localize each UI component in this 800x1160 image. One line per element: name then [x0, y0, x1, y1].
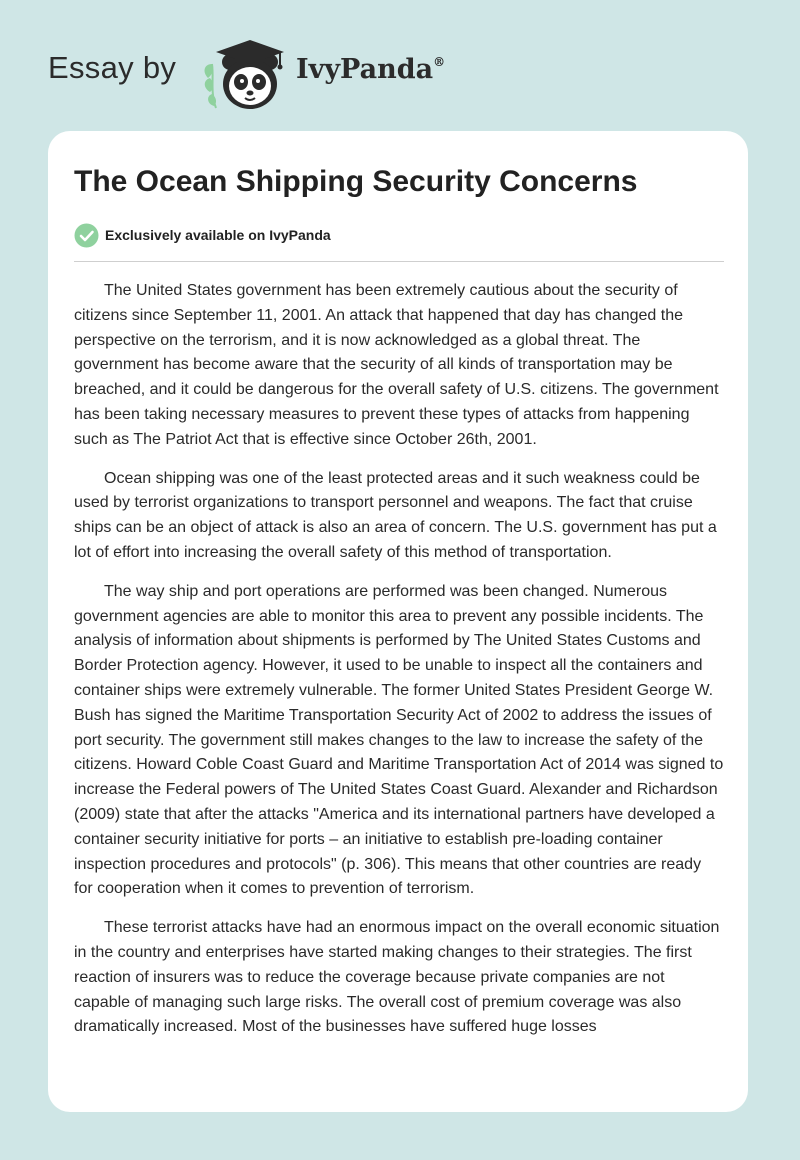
essay-body — [74, 279, 724, 1054]
registered-mark: ® — [433, 55, 446, 69]
divider — [74, 261, 724, 262]
check-circle-icon — [74, 223, 99, 248]
paragraph: The way ship and port operations are performed was been changed. Numerous government agencies are able to monitor this area to prevent any possible incidents. The analysis of information about shipments is performed by The United States Customs and Border Protection agency. However, it used to be unable to inspect all the containers and container ships were extremely vulnerable. The former United States President George W. Bush has signed the Maritime Transportation Security Act of 2002 to address the issues of port security. The government still makes changes to the law to increase the safety of the citizens. Howard Coble Coast Guard and Maritime Transportation Act of 2014 was signed to increase the Federal powers of The United States Coast Guard. Alexander and Richardson (2009) state that after the attacks "America and its international partners have developed a container security initiative for ports – an initiative to establish pre-loading container inspection procedures and protocols" (p. 306). This means that other countries are ready for cooperation when it comes to prevention of terrorism. — [74, 582, 724, 898]
paragraph: The United States government has been extremely cautious about the security of citizens since September 11, 2001. An attack that happened that day has changed the perspective on the terrorism, and it is now acknowledged as a global threat. The government has become aware that the security of all kinds of transportation may be breached, and it could be dangerous for the overall safety of U.S. citizens. The government has been taking necessary measures to prevent these types of attacks from happening such as The Patriot Act that is effective since October 26th, 2001. — [74, 282, 719, 448]
exclusive-badge-label: Exclusively available on IvyPanda — [105, 227, 331, 243]
ivypanda-logo-icon[interactable] — [200, 34, 292, 114]
paragraph: These terrorist attacks have had an enormous impact on the overall economic situation in the country and enterprises have started making changes to their strategies. The first reaction of insurers was to reduce the coverage because private companies are not capable of managing such large risks. The overall cost of premium coverage was also dramatically increased. Most of the businesses have suffered huge losses — [74, 919, 720, 1036]
essay-by-label: Essay by — [48, 50, 177, 85]
page-title: The Ocean Shipping Security Concerns — [74, 165, 638, 198]
exclusive-badge — [74, 222, 331, 248]
essay-card — [48, 131, 748, 1112]
paragraph: Ocean shipping was one of the least protected areas and it such weakness could be used by terrorist organizations to transport personnel and weapons. The fact that cruise ships can be an object of attack is also an area of concern. The U.S. government has put a lot of effort into increasing the overall safety of this method of transportation. — [74, 469, 717, 561]
brand-name[interactable] — [296, 54, 445, 85]
site-header — [0, 0, 800, 130]
brand-name-text: IvyPanda — [296, 54, 434, 85]
